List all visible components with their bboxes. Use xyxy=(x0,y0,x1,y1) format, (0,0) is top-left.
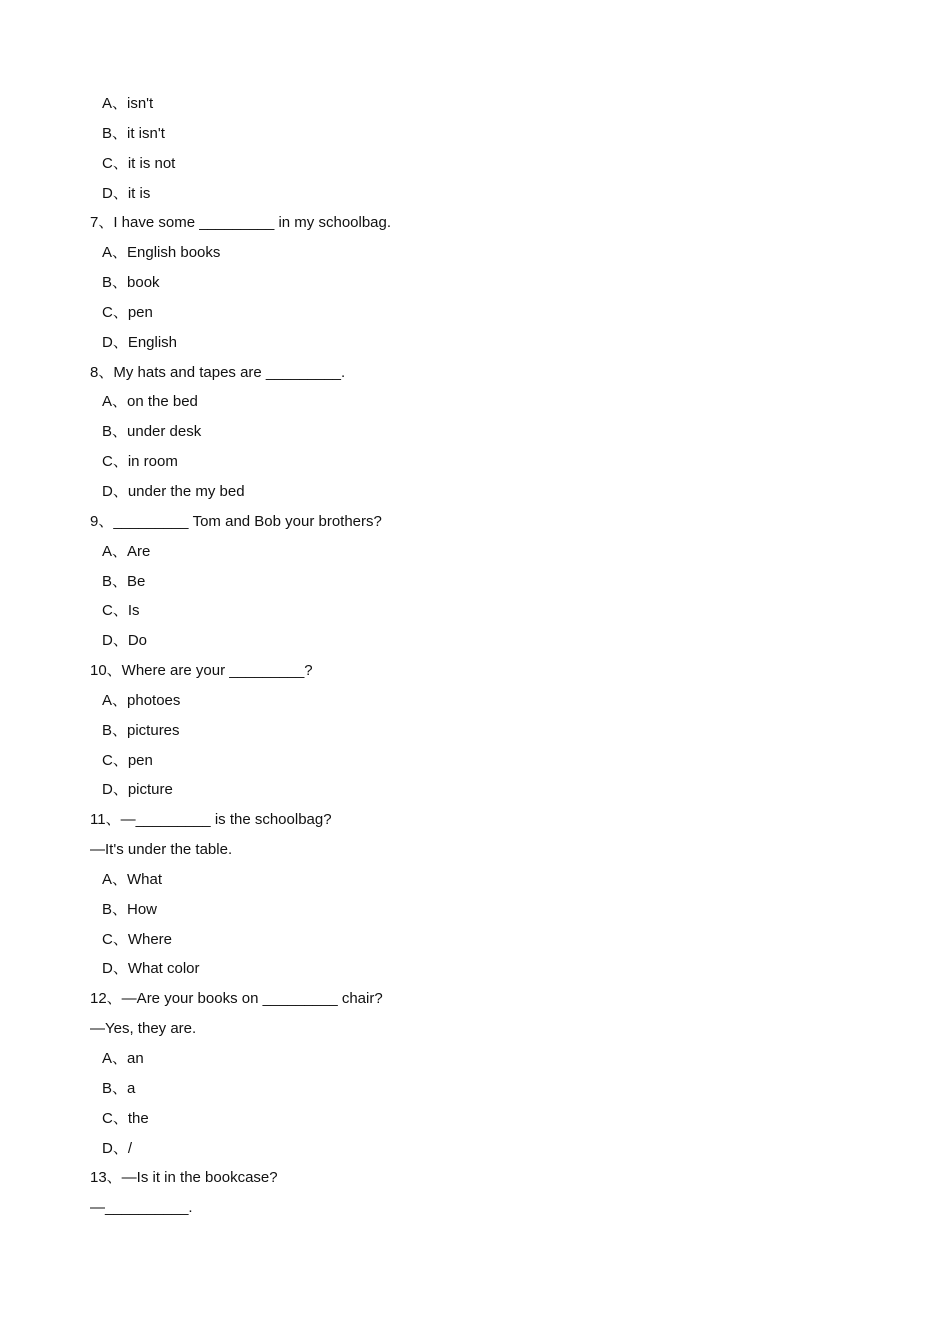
answer-line: —It's under the table. xyxy=(90,841,233,859)
option-b: B、it isn't xyxy=(102,124,165,142)
option-a: A、English books xyxy=(102,244,221,262)
option-c: C、pen xyxy=(102,303,153,321)
option-a: A、Are xyxy=(102,542,151,560)
option-b: B、book xyxy=(102,274,160,292)
question-stem: 12、—Are your books on _________ chair? xyxy=(90,990,383,1008)
question-12 xyxy=(90,984,870,1163)
question-stem: 8、My hats and tapes are _________. xyxy=(90,363,346,381)
answer-line: —__________. xyxy=(90,1199,193,1217)
option-a: A、on the bed xyxy=(102,393,198,411)
option-c: C、pen xyxy=(102,751,153,769)
question-stem: 7、I have some _________ in my schoolbag. xyxy=(90,214,392,232)
question-11 xyxy=(90,805,870,984)
option-b: B、Be xyxy=(102,572,146,590)
question-8 xyxy=(90,358,870,507)
option-c: C、in room xyxy=(102,453,178,471)
question-6-options xyxy=(90,89,870,208)
option-d: D、What color xyxy=(102,960,200,978)
question-7 xyxy=(90,208,870,357)
option-d: D、English xyxy=(102,333,178,351)
option-a: A、an xyxy=(102,1050,144,1067)
option-b: B、a xyxy=(102,1079,136,1097)
option-b: B、pictures xyxy=(102,721,180,739)
option-a: A、photoes xyxy=(102,691,181,709)
option-c: C、Where xyxy=(102,930,173,948)
question-stem: 9、_________ Tom and Bob your brothers? xyxy=(90,512,382,530)
question-stem: 11、—_________ is the schoolbag? xyxy=(90,811,332,829)
question-stem: 13、—Is it in the bookcase? xyxy=(90,1169,278,1187)
option-c: C、it is not xyxy=(102,154,176,172)
question-9 xyxy=(90,507,870,656)
option-d: D、Do xyxy=(102,632,148,650)
option-d: D、it is xyxy=(102,184,151,202)
option-a: A、What xyxy=(102,870,163,888)
answer-line: —Yes, they are. xyxy=(90,1020,197,1038)
option-d: D、under the my bed xyxy=(102,482,245,500)
option-d: D、/ xyxy=(102,1139,133,1157)
option-c: C、the xyxy=(102,1109,149,1127)
question-stem: 10、Where are your _________? xyxy=(90,662,313,680)
option-a: A、isn't xyxy=(102,95,154,112)
question-list xyxy=(90,89,870,1223)
question-13 xyxy=(90,1163,870,1223)
option-d: D、picture xyxy=(102,781,173,799)
option-c: C、Is xyxy=(102,602,140,620)
option-b: B、How xyxy=(102,900,158,918)
question-10 xyxy=(90,656,870,805)
option-b: B、under desk xyxy=(102,423,202,441)
